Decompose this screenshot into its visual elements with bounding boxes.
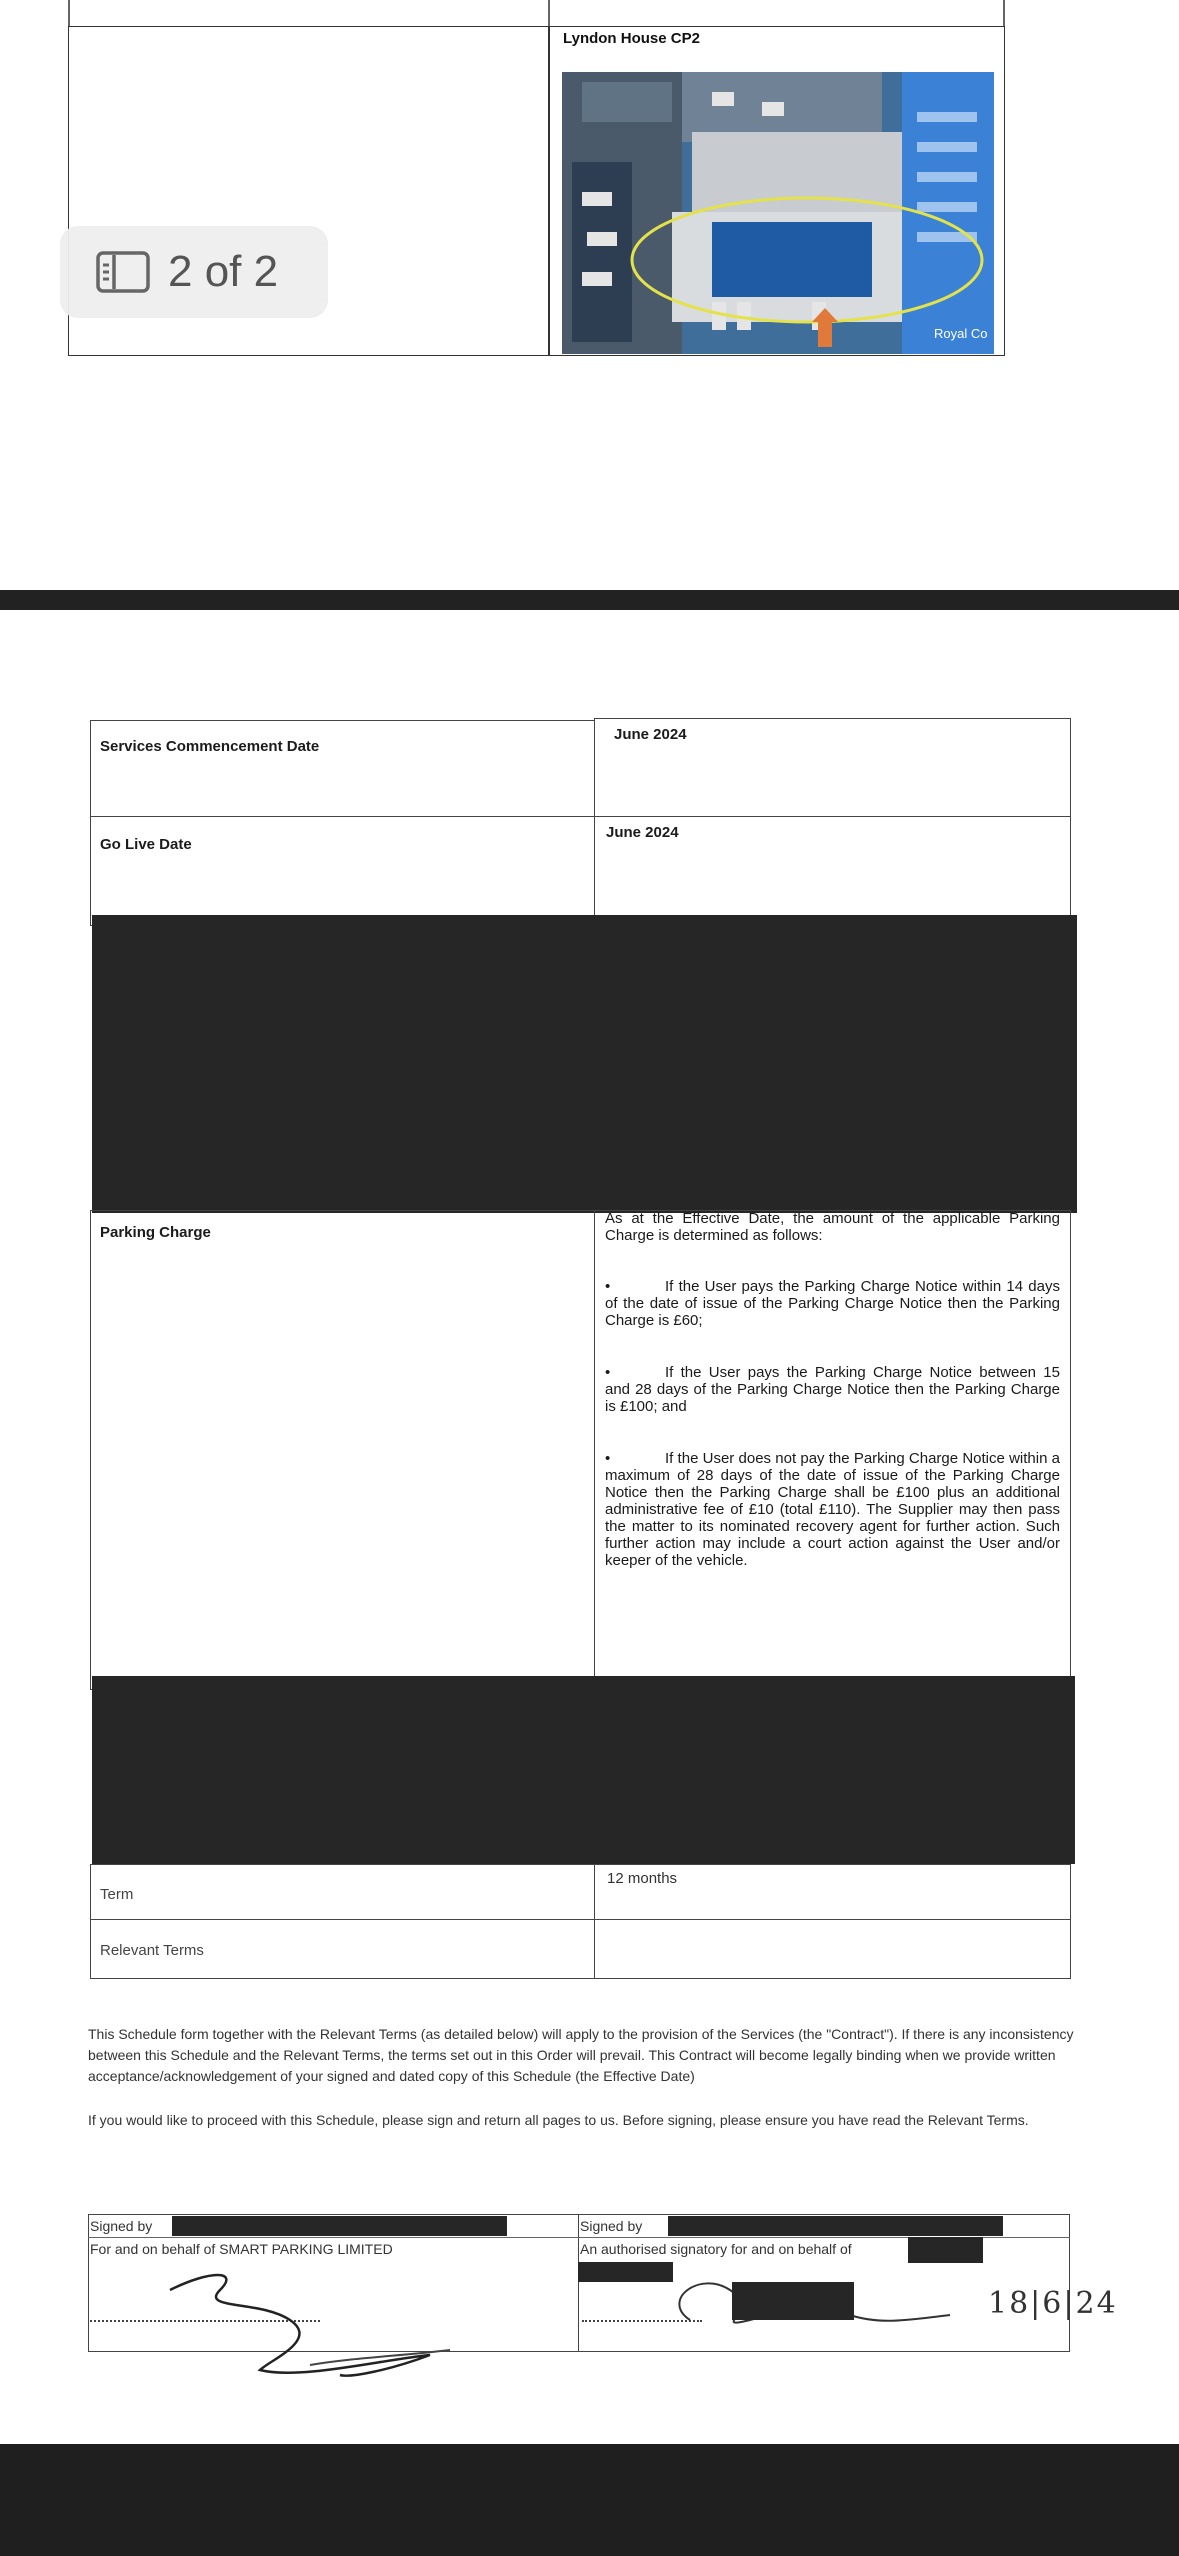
parking-charge-bullet-1 xyxy=(605,1278,1060,1329)
schedule-paragraph: This Schedule form together with the Relevant Terms (as detailed below) will apply to the provision of the Services (the "Contract"). If there is any inconsistency between this Schedule and the Relevant Terms, the terms set out in this Order will prevail. This Contract will become legally binding when we provide written acceptance/acknowledgement of your signed and dated copy of this Schedule (the Effective Date) xyxy=(88,2026,1074,2084)
value-term: 12 months xyxy=(607,1870,678,1887)
label-go-live-date: Go Live Date xyxy=(100,836,192,853)
pages-icon xyxy=(96,251,150,293)
bullet-symbol: • xyxy=(605,1364,611,1381)
parking-charge-bullet-2 xyxy=(605,1364,1060,1415)
redaction-right-signature xyxy=(732,2282,854,2320)
label-commencement-date: Services Commencement Date xyxy=(100,738,320,755)
redaction-block-2 xyxy=(92,1676,1075,1864)
bullet-symbol: • xyxy=(605,1278,611,1295)
handwritten-date: 18|6|24 xyxy=(988,2286,1118,2321)
photo-caption: Lyndon House CP2 xyxy=(563,30,700,47)
cell-value-relevant-terms xyxy=(594,1919,1071,1979)
label-parking-charge: Parking Charge xyxy=(100,1224,211,1241)
cell-label-commencement xyxy=(90,720,595,817)
redaction-left-name xyxy=(172,2216,507,2236)
signature-scribble-left xyxy=(150,2260,520,2390)
document-page-2 xyxy=(0,610,1179,2444)
page-separator xyxy=(0,590,1179,610)
value-go-live-date: June 2024 xyxy=(606,824,679,841)
value-commencement-date: June 2024 xyxy=(614,726,687,743)
bullet-text: If the User pays the Parking Charge Notice within 14 days of the date of issue of the Parking Charge Notice then the Parking Charge is £60; xyxy=(605,1278,1060,1329)
signed-by-left: Signed by xyxy=(90,2218,153,2234)
cell-label-term xyxy=(90,1864,595,1920)
parking-charge-intro: As at the Effective Date, the amount of the applicable Parking Charge is determined as follows: xyxy=(605,1210,1060,1244)
label-term: Term xyxy=(100,1886,134,1903)
parking-charge-bullet-3 xyxy=(605,1450,1060,1569)
viewer-bottom-bar xyxy=(0,2444,1179,2556)
proceed-paragraph: If you would like to proceed with this Schedule, please sign and return all pages to us. Before signing, please ensure you have read the Relevant Terms. xyxy=(88,2112,1029,2128)
table-top-lines xyxy=(0,0,1179,26)
cell-label-parking-charge xyxy=(90,1210,595,1690)
signed-by-right: Signed by xyxy=(580,2218,643,2234)
aerial-photo xyxy=(562,72,994,354)
redaction-right-name xyxy=(668,2216,1003,2236)
on-behalf-left: For and on behalf of SMART PARKING LIMITED xyxy=(90,2241,393,2257)
cell-label-golive xyxy=(90,816,595,926)
bullet-text: If the User pays the Parking Charge Notice between 15 and 28 days of the Parking Charge Notice then the Parking Charge is £100; and xyxy=(605,1364,1060,1415)
bullet-text: If the User does not pay the Parking Charge Notice within a maximum of 28 days of the date of issue of the Parking Charge Notice then the Parking Charge shall be £100 plus an additional administrative fee of £10 (total £110). The Supplier may then pass the matter to its nominated recovery agent for further action. Such further action may include a court action against the User and/or keeper of the vehicle. xyxy=(605,1450,1060,1569)
on-behalf-right: An authorised signatory for and on behalf of xyxy=(580,2241,852,2257)
bullet-symbol: • xyxy=(605,1450,611,1467)
page-indicator[interactable] xyxy=(60,226,328,318)
redaction-block-1 xyxy=(92,915,1077,1213)
page-indicator-text: 2 of 2 xyxy=(168,247,279,296)
label-relevant-terms: Relevant Terms xyxy=(100,1942,204,1959)
photo-corner-text: Royal Co xyxy=(934,326,988,341)
table-divider xyxy=(548,26,550,356)
